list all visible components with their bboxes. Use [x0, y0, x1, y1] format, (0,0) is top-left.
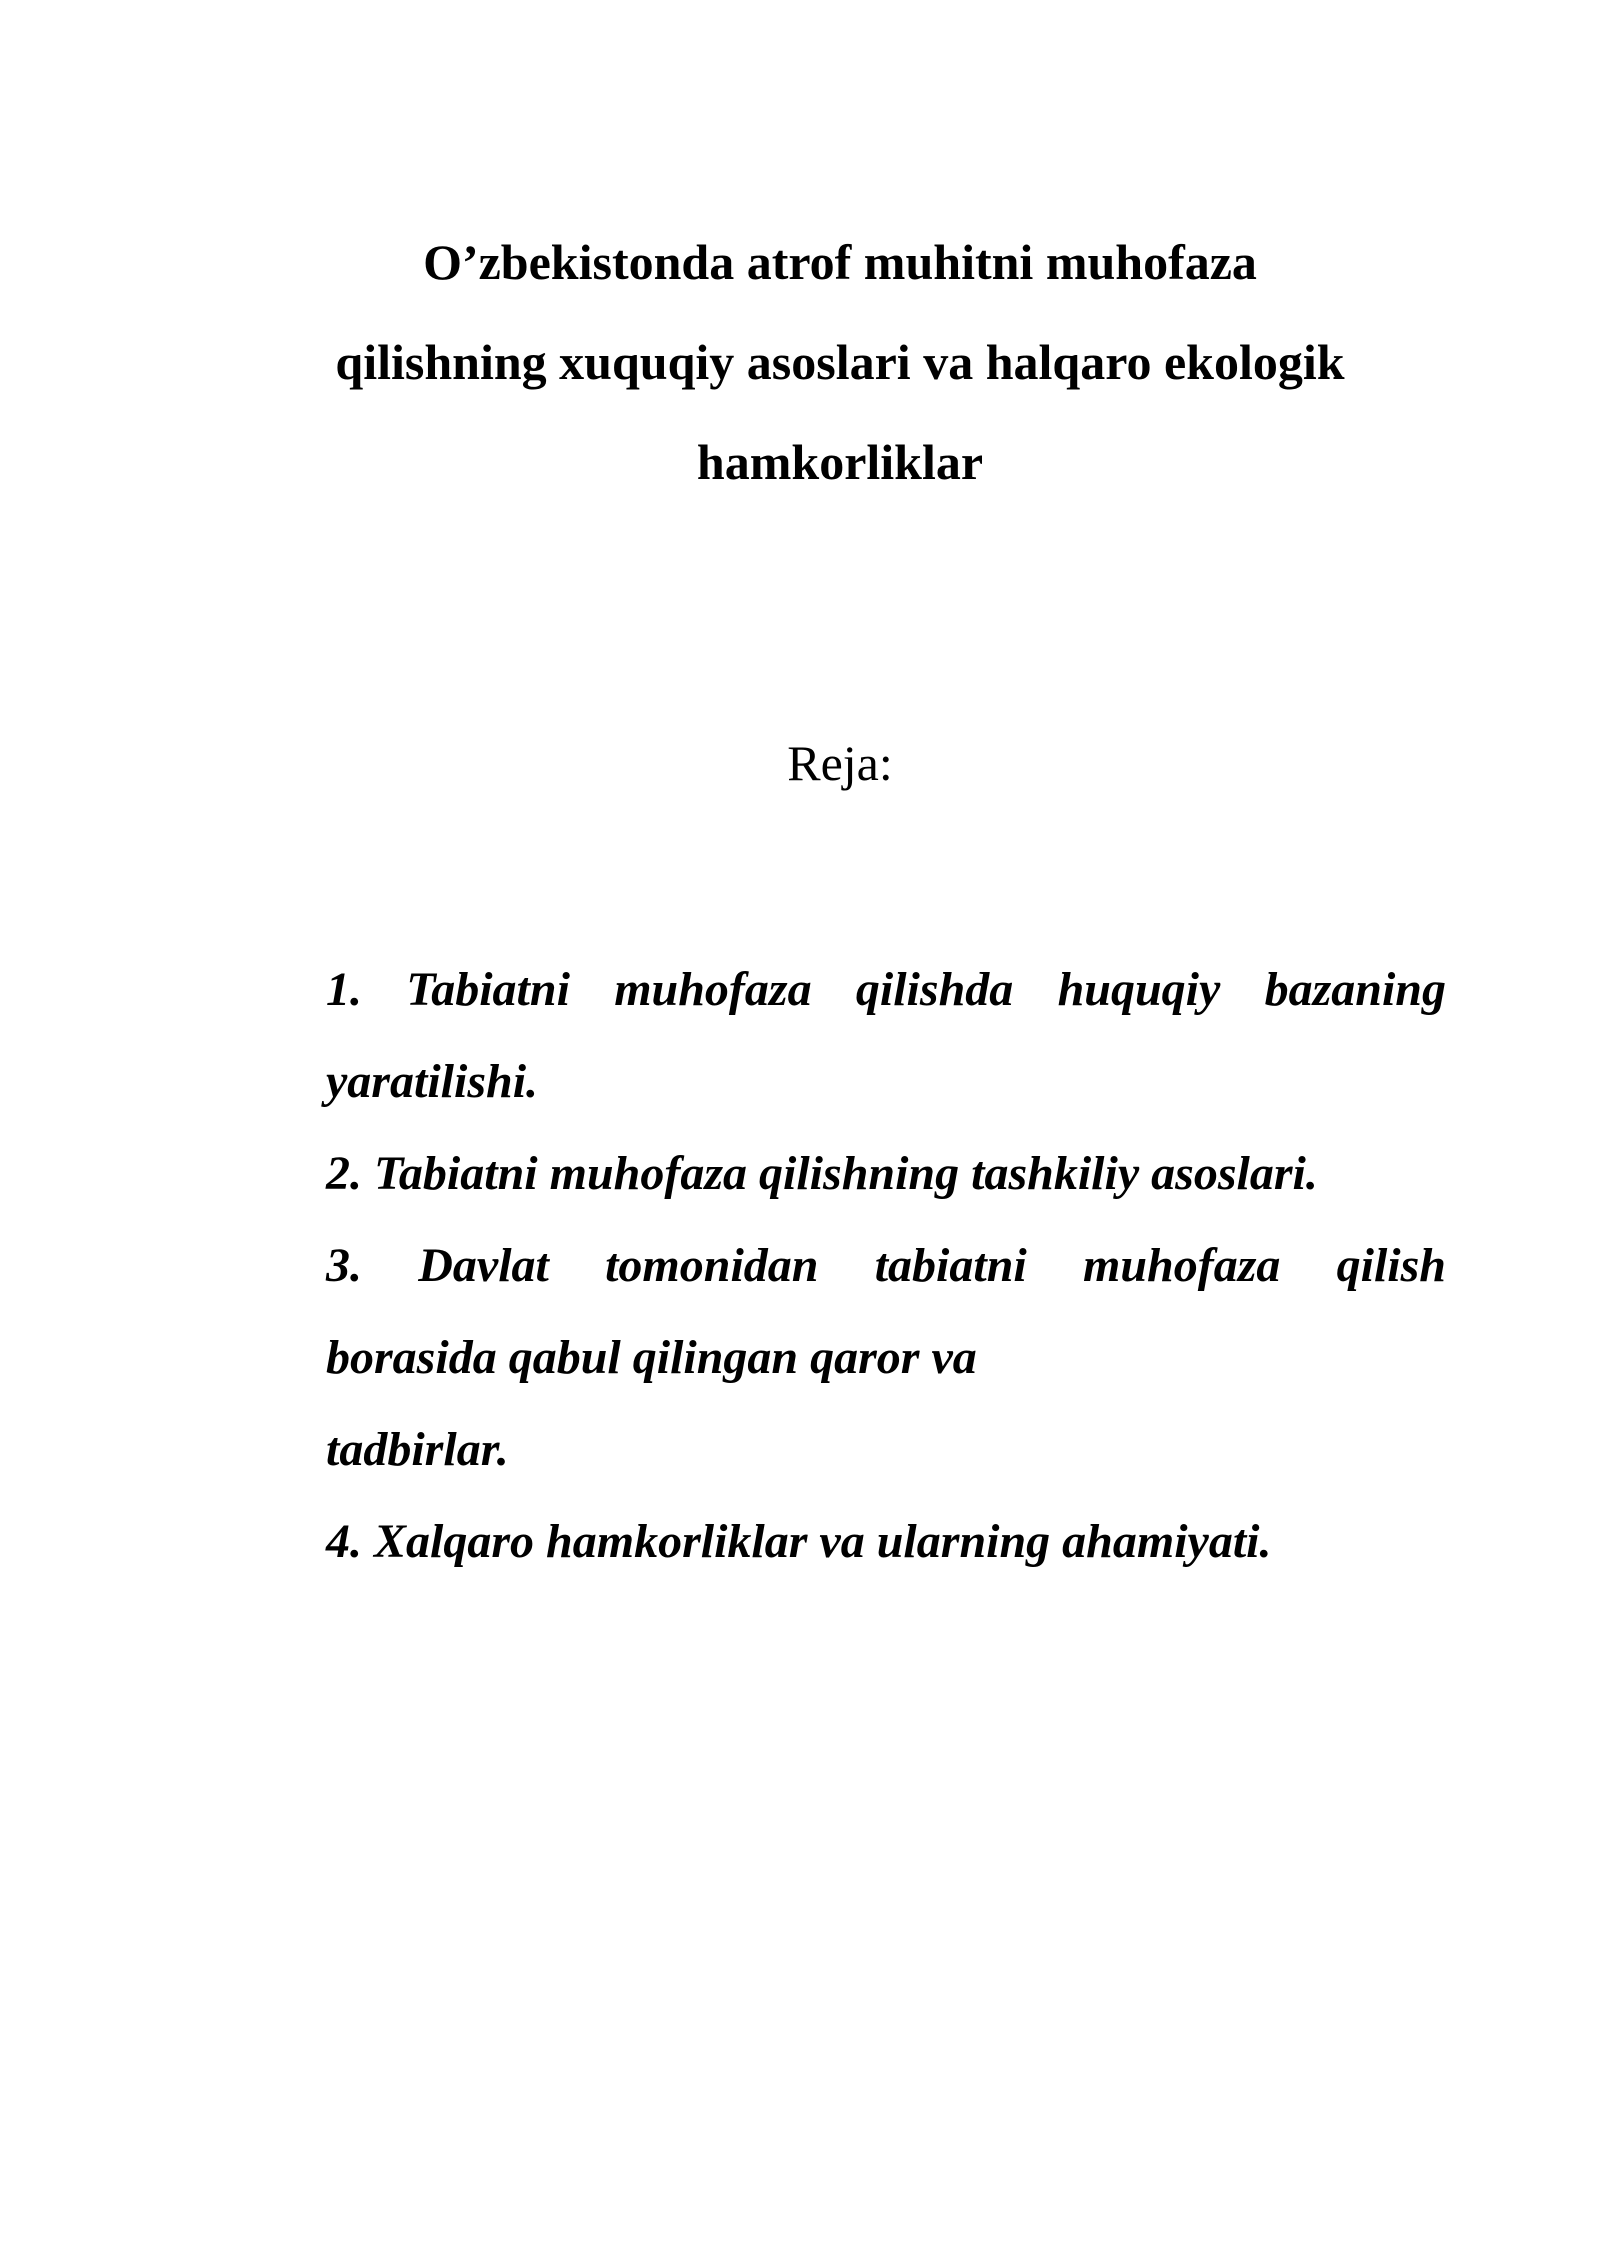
plan-item-line: tadbirlar.: [326, 1423, 509, 1476]
plan-item-line: 3. Davlat tomonidan tabiatni muhofaza qilish: [326, 1239, 1446, 1292]
plan-item-line: 2. Tabiatni muhofaza qilishning tashkiliy asoslari.: [326, 1147, 1318, 1200]
plan-item-line: borasida qabul qilingan qaror va: [326, 1331, 977, 1384]
title-line: hamkorliklar: [696, 434, 984, 490]
plan-item: [326, 1220, 1446, 1496]
plan-item-line: 1. Tabiatni muhofaza qilishda huquqiy bazaning: [326, 963, 1446, 1016]
plan-heading: Reja:: [787, 735, 893, 791]
plan-item: [326, 1496, 1446, 1588]
document-title: [200, 212, 1480, 512]
plan-item: [326, 1128, 1446, 1220]
plan-item-line: yaratilishi.: [326, 1055, 539, 1108]
plan-item-line: 4. Xalqaro hamkorliklar va ularning ahamiyati.: [326, 1515, 1272, 1568]
title-line: qilishning xuquqiy asoslari va halqaro ekologik: [335, 334, 1345, 390]
title-line: O’zbekistonda atrof muhitni muhofaza: [423, 234, 1257, 290]
plan-item: [326, 944, 1446, 1128]
plan-list: [326, 944, 1446, 1588]
